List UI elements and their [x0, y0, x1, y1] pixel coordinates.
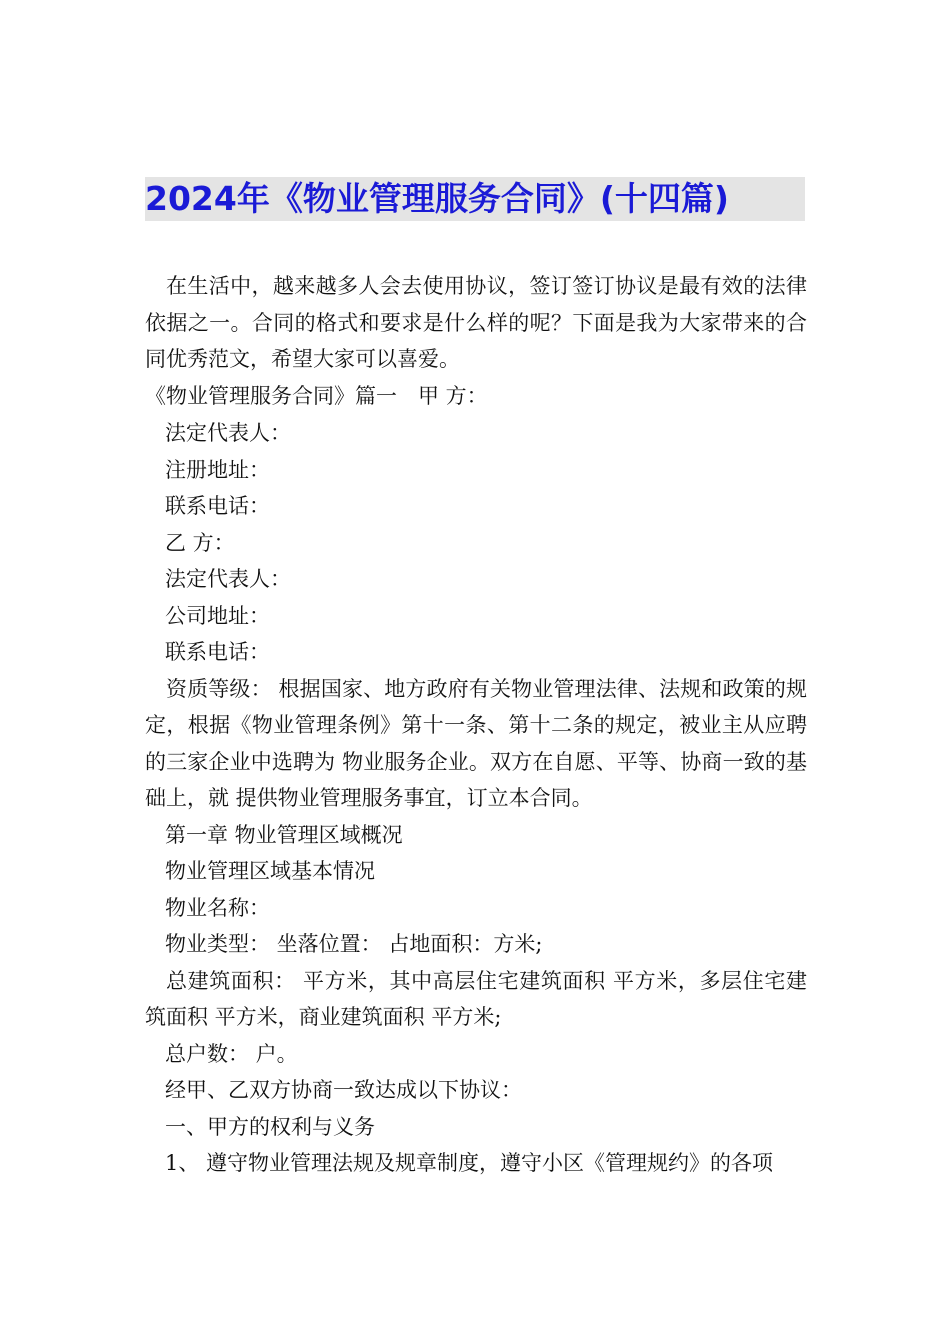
party-a-legal-rep: 法定代表人： [165, 421, 291, 445]
document-title: 2024年《物业管理服务合同》(十四篇) [145, 177, 805, 221]
qualification-paragraph: 资质等级： 根据国家、地方政府有关物业管理法律、法规和政策的规定，根据《物业管理条例》第十一条、第十二条的规定，被业主从应聘的三家企业中选聘为 物业服务企业。双方在自愿、平等、协商一致的基础上，就 提供物业管理服务事宜，订立本合同。 [145, 676, 807, 810]
party-b-legal-rep: 法定代表人： [165, 567, 291, 591]
document-body [145, 268, 807, 1182]
basic-info-heading: 物业管理区域基本情况 [165, 859, 375, 883]
total-area-paragraph: 总建筑面积： 平方米，其中高层住宅建筑面积 平方米，多层住宅建筑面积 平方米，商业建筑面积 平方米; [145, 968, 807, 1029]
intro-paragraph: 在生活中，越来越多人会去使用协议，签订签订协议是最有效的法律依据之一。合同的格式和要求是什么样的呢？下面是我为大家带来的合同优秀范文，希望大家可以喜爱。 [145, 274, 807, 371]
property-name-line: 物业名称： [165, 895, 270, 920]
chapter-one-heading: 第一章 物业管理区域概况 [165, 822, 403, 847]
section-heading: 《物业管理服务合同》篇一 甲 方： [145, 383, 488, 408]
party-b-label: 乙 方： [165, 530, 235, 555]
section-one-heading: 一、甲方的权利与义务 [165, 1114, 375, 1139]
party-b-phone: 联系电话： [165, 640, 270, 664]
party-a-phone: 联系电话： [165, 494, 270, 518]
party-a-reg-address: 注册地址： [165, 457, 270, 482]
households-line: 总户数： 户。 [165, 1041, 298, 1066]
property-type-line: 物业类型： 坐落位置： 占地面积：方米; [165, 932, 543, 956]
agreement-line: 经甲、乙双方协商一致达成以下协议： [165, 1078, 522, 1102]
party-b-company-address: 公司地址： [165, 603, 270, 628]
item-one-line: 1、 遵守物业管理法规及规章制度，遵守小区《管理规约》的各项 [165, 1151, 774, 1175]
